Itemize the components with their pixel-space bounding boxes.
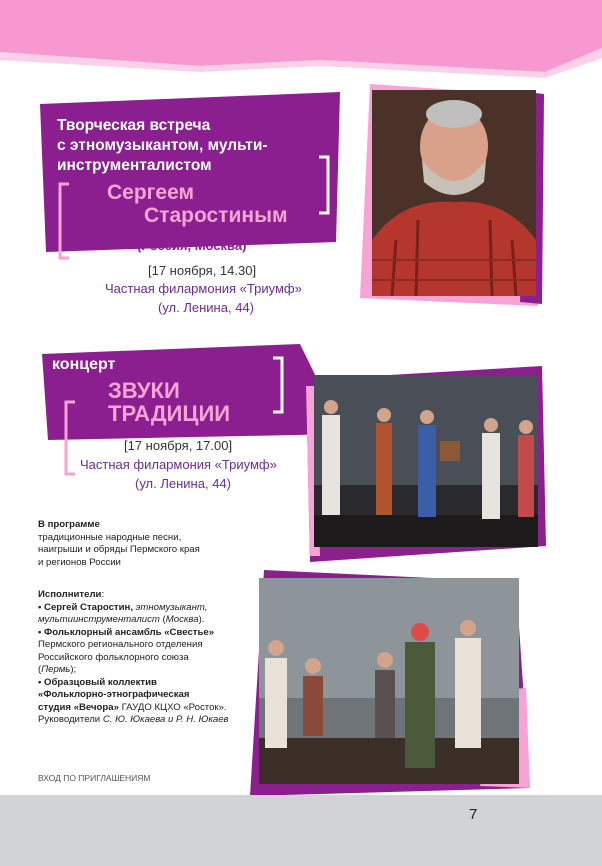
page-footer [0,795,602,866]
entry-note: ВХОД ПО ПРИГЛАШЕНИЯМ [38,773,151,783]
program-block [38,519,268,569]
performer-1-role-2: мультиинструменталист [38,614,160,625]
event1-title-line-3: инструменталистом [57,157,212,174]
event2-date: [17 ноября, 17.00] [124,438,233,453]
event2-venue: Частная филармония «Триумф» [80,457,277,472]
concert-photo-2 [259,578,519,784]
performer-3-org: ГАУДО КЦХО «Росток». [121,701,227,713]
performers-block: Исполнители: • Сергей Старостин, этномузыкант, мультиинструменталист (Москва). • Фольклорный ансамбль «Свестье» Пермского регионального отделения Российского фольклорного союза (Пермь); • Образцовый коллектив «Фольклорно-этнографическая студия «Вечора» ГАУДО КЦХО «Росток». Руководители С. Ю. Юкаева и Р. Н. Юкаев [38,589,229,725]
performer-3-name-1: • Образцовый коллектив [38,676,157,688]
event2-title-line-2: ТРАДИЦИИ [108,401,231,426]
event1-address: (ул. Ленина, 44) [158,300,254,315]
event1-title-line-1: Творческая встреча [57,117,211,134]
page-number: 7 [469,806,478,823]
concert-photo-1 [314,375,538,547]
performers-heading: Исполнители [38,589,102,600]
program-line-1: традиционные народные песни, [38,531,182,543]
performer-2-city: Пермь [41,664,71,675]
event1-date: [17 ноября, 14.30] [148,263,257,278]
performer-1-role: этномузыкант, [135,601,208,613]
event2-title-line-1: ЗВУКИ [108,378,180,403]
performer-1-city: Москва [165,614,199,625]
program-line-2: наигрыши и обряды Пермского края [38,544,200,555]
event2-address: (ул. Ленина, 44) [135,476,231,491]
event1-title-line-2: с этномузыкантом, мульти- [57,137,268,154]
right-bracket-2 [270,356,286,414]
performer-2-line-1: Пермского регионального отделения [38,639,203,650]
performer-3-lead-label: Руководители [38,714,101,725]
performer-2-name: • Фольклорный ансамбль «Свестье» [38,626,215,638]
performer-3-name-2: «Фольклорно-этнографическая [38,689,190,700]
portrait-photo [372,90,536,296]
event1-venue: Частная филармония «Триумф» [105,281,302,296]
program-heading: В программе [38,519,100,530]
event1-origin: (Россия, Москва) [137,238,247,253]
left-bracket-1 [56,182,72,260]
performer-2-line-2: Российского фольклорного союза [38,651,189,663]
left-bracket-2 [62,400,78,476]
right-bracket-1 [316,155,332,215]
performer-1-name: • Сергей Старостин, [38,601,133,613]
performer-3-name-3: студия «Вечора» [38,701,119,713]
event2-kicker: концерт [52,356,116,373]
program-line-3: и регионов России [38,556,121,568]
event1-name-line-1: Сергеем [107,181,195,204]
top-pink-band [0,0,602,80]
event1-name-line-2: Старостиным [144,204,288,227]
performer-3-leaders: С. Ю. Юкаева и Р. Н. Юкаев [102,714,229,725]
